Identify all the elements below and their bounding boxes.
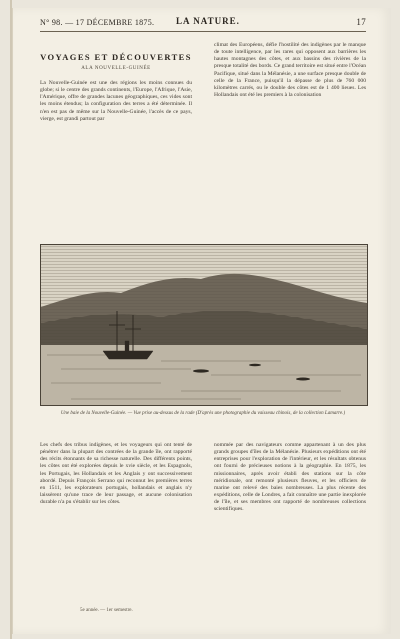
- article-title: VOYAGES ET DÉCOUVERTES: [40, 52, 192, 62]
- page-footer: [40, 608, 366, 616]
- harbor-engraving: [41, 245, 367, 405]
- article-byline: ALA NOUVELLE-GUINÉE: [81, 66, 151, 71]
- engraving-illustration: [40, 244, 368, 406]
- column-right-bottom: nommée par des navigateurs comme appartenant à un des plus grands groupes d'îles de la Mélanésie. Plusieurs expéditions ont été entreprises pour l'exploration de l'intérieur, et les résultats obtenus ont fourni de précieuses notions à la géographie. En 1875, les missionnaires, après avoir établi des stations sur la côte méridionale, ont remonté plusieurs fleuves, et les officiers de marine ont relevé des baies nombreuses. La plus récente des expéditions, celle de Londres, a fait connaître une partie inexplorée de l'île, et ses membres ont rapporté de nombreuses collections scientifiques.: [214, 442, 366, 513]
- page-number: 17: [356, 17, 366, 27]
- column-right-top: climat des Européens, défie l'hostilité des indigènes par le manque de toute intelligence, par les rares qui opposent aux barrières les hautes montagnes des côtes, et aux bassins des rivières de la presque totalité des bords. Ce grand territoire est situé entre l'Océan Pacifique, situé dans la Mélanésie, a une surface presque double de celle de la France, puisqu'il la dépasse de plus de 760 000 kilomètres carrés, ou le double des côtes est de 1 400 lieues. Les Hollandais ont été les premiers à la colonisation: [214, 42, 366, 99]
- column-left-top: La Nouvelle-Guinée est une des régions les moins connues du globe; si le centre des grands continents, l'Europe, l'Afrique, l'Asie, l'Amérique, offre de grandes lacunes géographiques, ces vides sont les moins étendus; la configuration des terres a été déterminée. Il n'en est pas de même sur la Nouvelle-Guinée, l'accès de ce pays, vierge, est grandi partout par: [40, 80, 192, 122]
- header-rule: [40, 31, 366, 32]
- issue-date: N° 98. — 17 DÉCEMBRE 1875.: [40, 18, 155, 27]
- figure-caption: Une baie de la Nouvelle-Guinée. — Vue prise au-dessus de la rade (D'après une photographie du vaisseau chinois, de la collection Lamarre.): [60, 411, 346, 416]
- journal-name: LA NATURE.: [176, 16, 240, 26]
- column-left-bottom: Les chefs des tribus indigènes, et les voyageurs qui ont tenté de pénétrer dans la plupart des contrées de la grande île, ont rapporté des récits étonnants de sa richesse naturelle. Des différents points, les côtes ont été explorées depuis le xvie siècle, et les Espagnols, les Portugais, les Hollandais et les Anglais y ont successivement abordé. Depuis François Serrano qui reconnut les premières terres en 1511, les explorateurs portugais, hollandais et anglais n'y laissèrent qu'une trace de leur passage, et aucune colonisation durable n'a pu s'établir sur les côtes.: [40, 442, 192, 506]
- printer-signature: 5e année. — 1er semestre.: [80, 608, 133, 613]
- running-header: [40, 16, 366, 30]
